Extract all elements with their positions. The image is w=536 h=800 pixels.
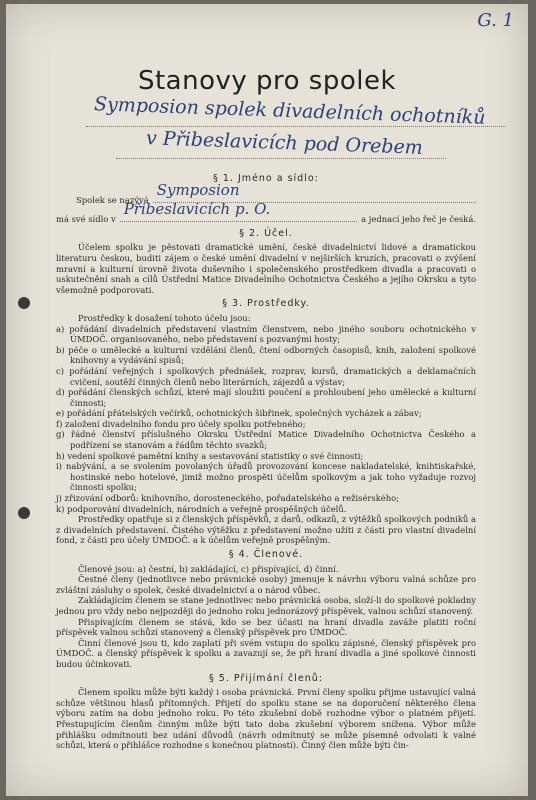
punch-hole: [18, 507, 30, 519]
list-item: c) pořádání veřejných i spolkových přednášek, rozprav, kursů, dramatických a deklamačních cvičení, soutěží činných členů nebo literárních, zájezdů a výstav;: [56, 365, 476, 387]
list-item: f) založení divadelního fondu pro účely spolku potřebného;: [56, 418, 306, 429]
section-4-heading: § 4. Členové.: [228, 549, 304, 560]
section-4-p1: Členové jsou: a) čestní, b) zakládající, c) přispívající, d) činní.: [78, 563, 339, 574]
section-1-heading: § 1. Jméno a sídlo:: [213, 173, 319, 184]
seat-row: [56, 200, 476, 225]
corner-handwritten-mark: G. 1: [477, 10, 514, 31]
means-list: [56, 324, 476, 515]
list-item: h) vedení spolkové pamětní knihy a sestavování statistiky o své činnosti;: [56, 450, 364, 461]
seat-suffix: a jednací jeho řeč je česká.: [361, 214, 476, 225]
page-title: Stanovy pro spolek: [137, 66, 397, 96]
handwritten-society-name-2: v Přibeslavicích pod Orebem: [145, 127, 424, 159]
seat-label: má své sídlo v: [56, 214, 116, 225]
section-2-text: Účelem spolku je pěstovati dramatické umění, české divadelnictví lidové a dramatickou literaturu českou, buditi zájem o české umění divadelní v nejširších kruzích, pracovati o zvýšení mravní a kulturní úrovně života duševního i společenského prostředkem divadla a pracovati o uskutečnění snah a cílů Ústřední Matice Divadelního Ochotnictva Českého a jejího Okrsku a tyto všemožně podporovati.: [56, 242, 476, 295]
section-3-outro: Prostředky opatřuje si z členských příspěvků, z darů, odkazů, z výtěžků spolkových podniků a z divadelních představení. Čistého výtěžku z představení možno užíti z části pro vlastní divadelní fond, z části pro účely ÚMDOČ. a k účelům veřejně prospěšným.: [56, 514, 476, 546]
statutes-body: [56, 170, 476, 751]
seat-field: [120, 200, 357, 222]
handwritten-society-name-1: Symposion spolek divadelních ochotníků: [93, 93, 486, 129]
section-2-heading: § 2. Účel.: [239, 227, 293, 239]
section-4-p4: Přispívajícím členem se stává, kdo se bez účasti na hraní divadla zaváže platiti roční příspěvek valnou schůzí stanovený a členský příspěvek pro ÚMDOČ.: [56, 616, 476, 638]
list-item: g) řádné členství příslušného Okrsku Ústřední Matice Divadelního Ochotnictva Českého a podřízení se stanovám a řádům těchto svazků;: [56, 429, 476, 451]
section-5-text: Členem spolku může býti každý i osoba právnická. První členy spolku přijme ustavující valná schůze většinou hlasů přítomných. Přijetí do spolku stane se na doporučení některého člena výboru zatím na dobu jednoho roku. Po této zkušební době rozhodne výbor o platném přijetí. Přestupujícím členům činným může býti tato doba zkušební výborem snížena. Výbor může přihlášku odmítnouti bez udání důvodů (návrh odmítnutý se může písemně odvolati k valné schůzi, která o přihlášce rozhodne s konečnou platností). Činný člen může býti čin-: [56, 687, 476, 751]
section-3-heading: § 3. Prostředky.: [222, 298, 310, 310]
list-item: e) pořádání přátelských večírků, ochotnických šibřinek, společných vycházek a zábav;: [56, 408, 422, 419]
section-4-p2: Čestné členy (jednotlivce nebo právnické osoby) jmenuje k návrhu výboru valná schůze pro zvláštní zásluhy o spolek, české divadelnictví a o národ vůbec.: [56, 574, 476, 595]
list-item: k) podporování divadelních, národních a veřejně prospěšných účelů.: [56, 503, 347, 514]
list-item: i) nabývání, a se svolením povolaných úřadů provozování koncese nakladatelské, knihtiskařské, hostinské nebo hotelové, jimiž možno prospěti účelům spolkovým a jak toho vyžaduje rozvoj činnosti spolku;: [56, 461, 476, 493]
document-page: [6, 4, 528, 796]
name-label: Spolek se nazývá: [76, 194, 149, 205]
list-item: a) pořádání divadelních představení vlastním členstvem, nebo jiného souboru ochotnického v ÚMDOČ. organisovaného, nebo představení s pozvanými hosty;: [56, 323, 476, 345]
section-4-p3: Zakládajícím členem se stane jednotlivec nebo právnická osoba, složí-li do spolkové pokladny jednou pro vždy nebo nejpozději do jednoho roku jednorázový příspěvek, valnou schůzí stanovený.: [56, 595, 476, 616]
section-3-intro: Prostředky k dosažení tohoto účelu jsou:: [78, 312, 251, 323]
name-line-2: [116, 158, 446, 159]
list-item: j) zřizování odborů: knihovního, dorosteneckého, pořadatelského a režisérského;: [56, 493, 400, 504]
list-item: d) pořádání členských schůzí, které mají sloužiti poučení a prohloubení jeho umělecké a kulturní činnosti;: [56, 387, 476, 408]
section-5-heading: § 5. Přijímání členů:: [209, 672, 323, 684]
seat-value: Přibeslavicích p. O.: [123, 200, 271, 219]
punch-hole: [18, 297, 30, 309]
section-4-p5: Činní členové jsou ti, kdo zaplatí při svém vstupu do spolku zápisné, členský příspěvek pro ÚMDOČ. a členský příspěvek k spolku a zavazují se, že při hraní divadla a jiné spolkové činnosti budou účinkovati.: [56, 637, 476, 669]
list-item: b) péče o umělecké a kulturní vzdělání členů, čtení odborných časopisů, knih, založení spolkové knihovny a vydávání spisů;: [56, 344, 476, 366]
name-value: Symposion: [156, 180, 240, 199]
